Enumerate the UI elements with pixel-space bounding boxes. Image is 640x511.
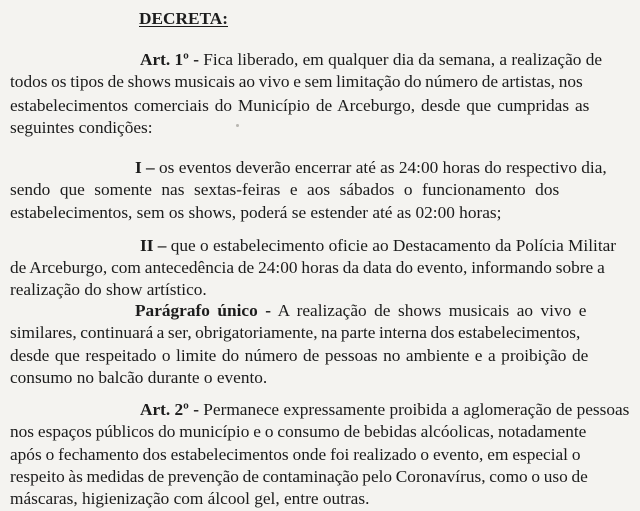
art1-line-3: estabelecimentos comerciais do Município de Arceburgo, desde que cumpridas as	[10, 96, 590, 115]
art2-label: Art. 2º -	[140, 400, 199, 419]
art2-first-line	[140, 400, 629, 420]
item2-label: II –	[140, 236, 167, 255]
art1-line-4: seguintes condições:	[10, 118, 153, 137]
paragrafo-line-4: consumo no balcão durante o evento.	[10, 368, 268, 387]
paragrafo-line-2: similares, continuará a ser, obrigatoriamente, na parte interna dos estabelecimentos,	[10, 323, 581, 342]
paragrafo-label: Parágrafo único -	[135, 301, 271, 320]
art2-first-text: Permanece expressamente proibida a aglomeração de pessoas	[203, 400, 630, 419]
item2-line-3: realização do show artístico.	[10, 280, 207, 299]
art2-line-3: após o fechamento dos estabelecimentos onde foi realizado o evento, em especial o	[10, 445, 581, 464]
paragrafo-line-3: desde que respeitado o limite do número de pessoas no ambiente e a proibição de	[10, 346, 589, 365]
item1-first-text: os eventos deverão encerrar até as 24:00 horas do respectivo dia,	[159, 158, 607, 177]
decree-heading: DECRETA:	[139, 9, 228, 28]
art1-first-text: Fica liberado, em qualquer dia da semana, a realização de	[203, 50, 603, 69]
art1-line-2: todos os tipos de shows musicais ao vivo e sem limitação do número de artistas, nos	[10, 72, 583, 91]
paragrafo-first-text: A realização de shows musicais ao vivo e	[277, 301, 587, 320]
item2-first-text: que o estabelecimento oficie ao Destacamento da Polícia Militar	[170, 236, 617, 255]
item1-line-3: estabelecimentos, sem os shows, poderá se estender até as 02:00 horas;	[10, 203, 502, 222]
item2-line-2: de Arceburgo, com antecedência de 24:00 horas da data do evento, informando sobre a	[10, 258, 605, 277]
item2-first-line	[140, 236, 616, 256]
scan-smudge	[236, 124, 239, 127]
item1-first-line	[135, 158, 607, 178]
art1-label: Art. 1º -	[140, 50, 199, 69]
item1-line-2: sendo que somente nas sextas-feiras e aos sábados o funcionamento dos	[10, 180, 560, 199]
art2-line-2: nos espaços públicos do município e o consumo de bebidas alcóolicas, notadamente	[10, 422, 587, 441]
item1-label: I –	[135, 158, 155, 177]
paragrafo-first-line	[135, 301, 607, 321]
art2-line-5: máscaras, higienização com álcool gel, entre outras.	[10, 489, 370, 508]
art2-line-4: respeito às medidas de prevenção de contaminação pelo Coronavírus, como o uso de	[10, 467, 588, 486]
art1-first-line	[140, 50, 607, 70]
